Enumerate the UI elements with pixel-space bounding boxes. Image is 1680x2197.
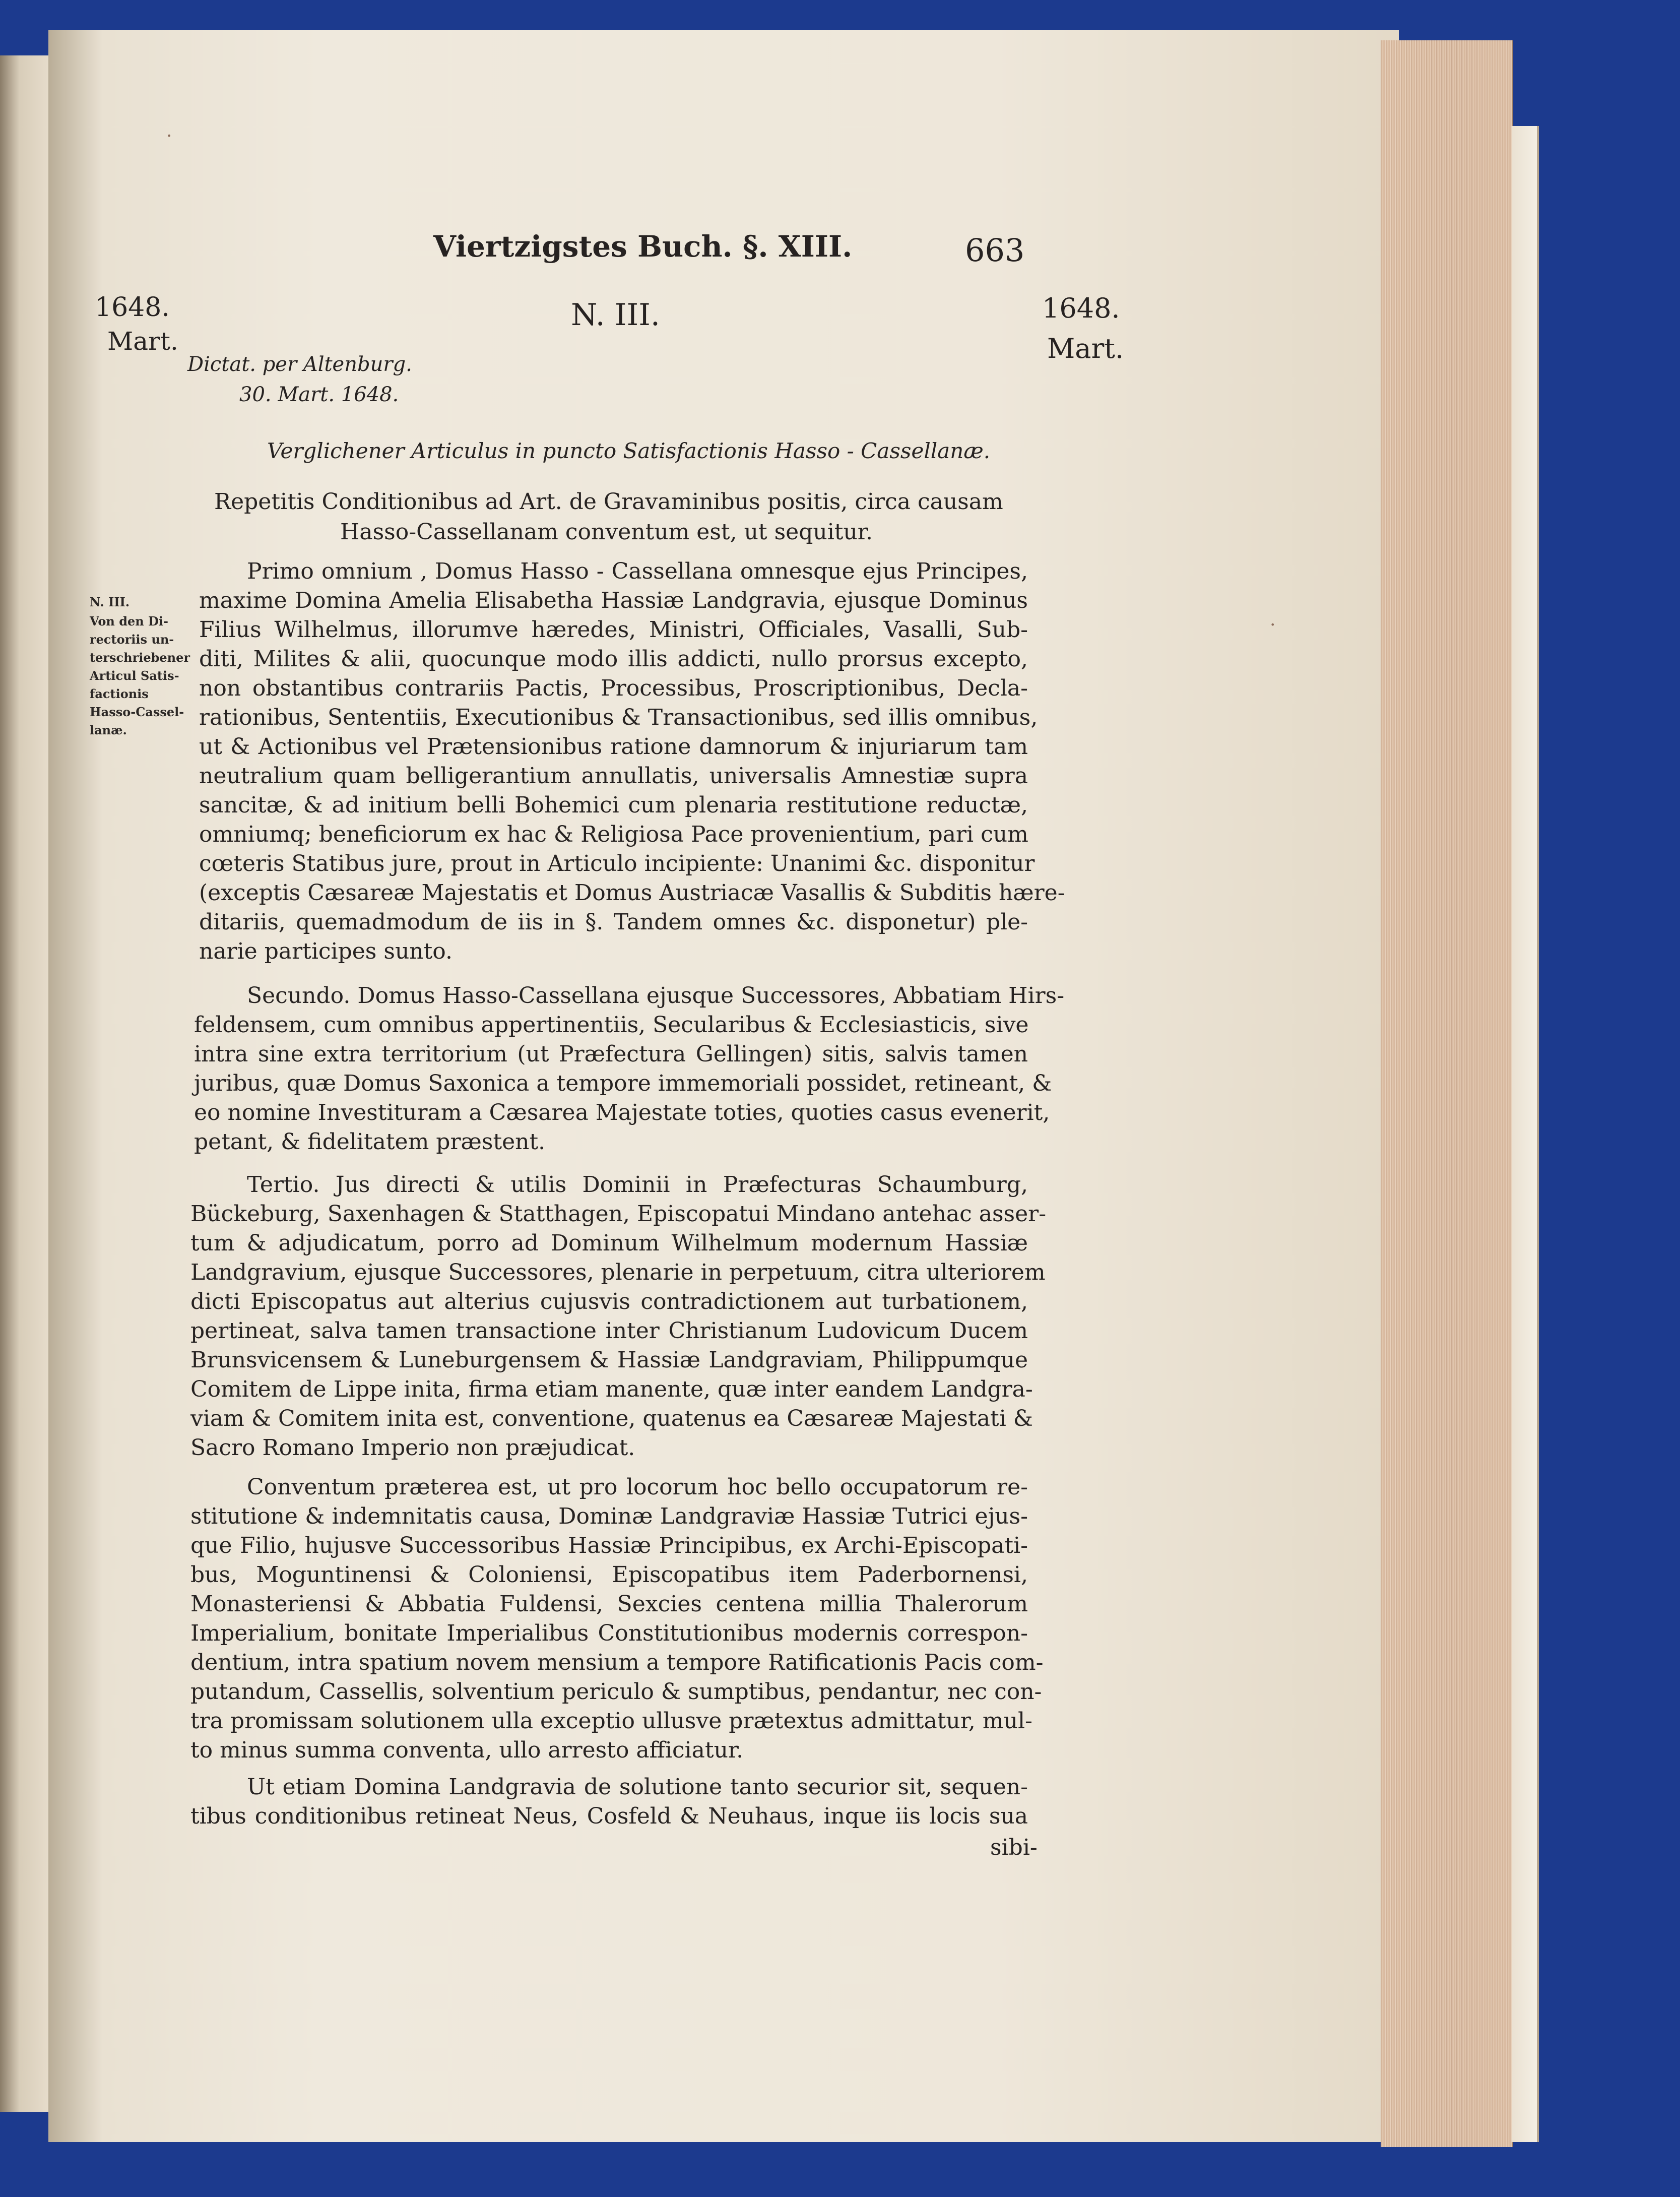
intro-line: Hasso-Cassellanam conventum est, ut sequitur. <box>340 519 873 545</box>
text-line: petant, & fidelitatem præstent. <box>194 1129 546 1155</box>
text-line: Comitem de Lippe inita, firma etiam manente, quæ inter eandem Landgra- <box>190 1376 1033 1402</box>
text-line: Conventum præterea est, ut pro locorum hoc bello occupatorum re- <box>247 1474 1028 1500</box>
ink-mark: · <box>166 126 172 147</box>
book-cover-edge <box>1512 126 1539 2142</box>
text-line: intra sine extra territorium (ut Præfectura Gellingen) sitis, salvis tamen <box>194 1041 1028 1067</box>
text-line: bus, Moguntinensi & Coloniensi, Episcopatibus item Paderbornensi, <box>190 1562 1028 1588</box>
dictation-date: 30. Mart. 1648. <box>239 383 399 406</box>
text-line: tibus conditionibus retineat Neus, Cosfeld & Neuhaus, inque iis locis sua <box>190 1803 1028 1829</box>
text-line: Landgravium, ejusque Successores, plenarie in perpetuum, citra ulteriorem <box>190 1260 1046 1285</box>
text-line: omniumq; beneficiorum ex hac & Religiosa Pace provenientium, pari cum <box>199 822 1028 847</box>
text-line: Tertio. Jus directi & utilis Dominii in Præfecturas Schaumburg, <box>247 1172 1028 1198</box>
month-left: Mart. <box>107 327 178 356</box>
text-line: Bückeburg, Saxenhagen & Statthagen, Episcopatui Mindano antehac asser- <box>190 1201 1047 1227</box>
text-line: tra promissam solutionem ulla exceptio ullusve prætextus admittatur, mul- <box>190 1708 1032 1734</box>
text-line: viam & Comitem inita est, conventione, quatenus ea Cæsareæ Majestati & <box>190 1406 1033 1431</box>
text-line: narie participes sunto. <box>199 938 453 964</box>
text-line: juribus, quæ Domus Saxonica a tempore immemoriali possidet, retineant, & <box>194 1071 1052 1096</box>
document-number: N. III. <box>571 297 660 333</box>
text-line: Monasteriensi & Abbatia Fuldensi, Sexcies centena millia Thalerorum <box>190 1591 1028 1617</box>
text-line: non obstantibus contrariis Pactis, Processibus, Proscriptionibus, Decla- <box>199 675 1028 701</box>
text-line: Ut etiam Domina Landgravia de solutione tanto securior sit, sequen- <box>247 1774 1028 1800</box>
text-line: Primo omnium , Domus Hasso - Cassellana omnesque ejus Principes, <box>247 558 1028 584</box>
text-line: (exceptis Cæsareæ Majestatis et Domus Austriacæ Vasallis & Subditis hære- <box>199 880 1065 906</box>
margin-note-line: Hasso-Cassel- <box>90 705 184 719</box>
text-line: putandum, Cassellis, solventium periculo & sumptibus, pendantur, nec con- <box>190 1679 1042 1705</box>
catchword: sibi- <box>990 1835 1038 1860</box>
text-line: Secundo. Domus Hasso-Cassellana ejusque Successores, Abbatiam Hirs- <box>247 983 1065 1009</box>
margin-note-line: rectoriis un- <box>90 632 174 647</box>
document-title: Verglichener Articulus in puncto Satisfactionis Hasso - Cassellanæ. <box>267 438 991 463</box>
text-line: Brunsvicensem & Luneburgensem & Hassiæ Landgraviam, Philippumque <box>190 1347 1028 1373</box>
text-line: Filius Wilhelmus, illorumve hæredes, Ministri, Officiales, Vasalli, Sub- <box>199 617 1028 643</box>
margin-note-line: lanæ. <box>90 723 127 737</box>
text-line: que Filio, hujusve Successoribus Hassiæ Principibus, ex Archi-Episcopati- <box>190 1533 1028 1558</box>
text-line: rationibus, Sententiis, Executionibus & Transactionibus, sed illis omnibus, <box>199 705 1038 730</box>
text-line: cœteris Statibus jure, prout in Articulo incipiente: Unanimi &c. disponitur <box>199 851 1035 876</box>
text-line: ut & Actionibus vel Prætensionibus ratione damnorum & injuriarum tam <box>199 734 1028 760</box>
text-line: eo nomine Investituram a Cæsarea Majestate toties, quoties casus evenerit, <box>194 1100 1050 1125</box>
text-line: feldensem, cum omnibus appertinentiis, Secularibus & Ecclesiasticis, sive <box>194 1012 1029 1038</box>
year-left: 1648. <box>95 292 170 323</box>
text-line: tum & adjudicatum, porro ad Dominum Wilhelmum modernum Hassiæ <box>190 1230 1028 1256</box>
left-page-edge <box>0 55 50 2112</box>
text-line: dicti Episcopatus aut alterius cujusvis contradictionem aut turbationem, <box>190 1289 1028 1314</box>
year-right: 1648. <box>1042 292 1120 324</box>
text-line: sancitæ, & ad initium belli Bohemici cum plenaria restitutione reductæ, <box>199 792 1028 818</box>
ink-mark: · <box>1270 615 1276 636</box>
margin-note-line: Articul Satis- <box>90 668 179 683</box>
dictation-line: Dictat. per Altenburg. <box>187 353 412 376</box>
margin-note-line: N. III. <box>90 595 130 609</box>
month-right: Mart. <box>1047 333 1124 364</box>
text-line: pertineat, salva tamen transactione inter Christianum Ludovicum Ducem <box>190 1318 1028 1344</box>
text-line: maxime Domina Amelia Elisabetha Hassiæ Landgravia, ejusque Dominus <box>199 588 1028 613</box>
text-line: diti, Milites & alii, quocunque modo illis addicti, nullo prorsus excepto, <box>199 646 1028 672</box>
text-line: dentium, intra spatium novem mensium a tempore Ratificationis Pacis com- <box>190 1650 1044 1675</box>
text-line: ditariis, quemadmodum de iis in §. Tandem omnes &c. disponetur) ple- <box>199 909 1028 935</box>
page-edges <box>1381 40 1513 2147</box>
margin-note-line: factionis <box>90 686 149 701</box>
margin-note-line: terschriebener <box>90 650 190 665</box>
text-line: Sacro Romano Imperio non præjudicat. <box>190 1435 635 1461</box>
running-title: Viertzigstes Buch. §. XIII. <box>433 229 853 264</box>
text-line: stitutione & indemnitatis causa, Dominæ Landgraviæ Hassiæ Tutrici ejus- <box>190 1503 1028 1529</box>
intro-line: Repetitis Conditionibus ad Art. de Gravaminibus positis, circa causam <box>214 489 1003 515</box>
text-line: to minus summa conventa, ullo arresto afficiatur. <box>190 1737 744 1763</box>
margin-note-line: Von den Di- <box>90 614 168 629</box>
text-line: Imperialium, bonitate Imperialibus Constitutionibus modernis correspon- <box>190 1620 1028 1646</box>
page-number: 663 <box>965 232 1025 269</box>
text-line: neutralium quam belligerantium annullatis, universalis Amnestiæ supra <box>199 763 1028 789</box>
